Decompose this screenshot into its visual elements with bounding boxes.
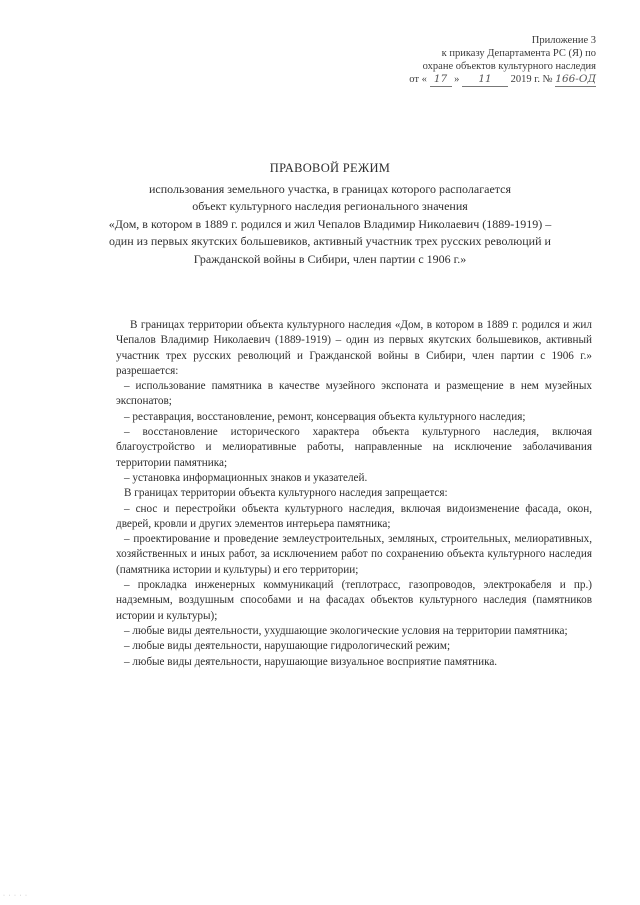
scan-corner-marks: · · · · · [3,893,28,899]
annex-date-prefix: от « [409,74,427,85]
annex-date-day: 17 [430,73,452,87]
allowed-item: – восстановление исторического характера объекта культурного наследия, включая благоустройство и мелиоративные работы, направленные на исключение заболачивания территории памятника; [116,426,592,469]
allowed-item: – реставрация, восстановление, ремонт, консервация объекта культурного наследия; [124,410,526,423]
forbidden-intro: В границах территории объекта культурного наследия запрещается: [124,487,448,500]
title-line-4: один из первых якутских большевиков, активный участник трех русских революций и [109,234,551,248]
document-title-block [70,160,590,268]
allowed-item: – установка информационных знаков и указателей. [124,471,368,484]
title-line-3: «Дом, в котором в 1889 г. родился и жил Чепалов Владимир Николаевич (1889-1919) – [108,216,552,231]
annex-line-3: охране объектов культурного наследия [422,61,596,72]
forbidden-item: – проектирование и проведение землеустроительных, земляных, строительных, мелиоративных, хозяйственных и иных работ, за исключением работ по сохранению объекта культурного наследия (памятника истории и культуры) и его территории; [116,533,592,576]
forbidden-item: – любые виды деятельности, ухудшающие экологические условия на территории памятника; [124,624,568,637]
intro-paragraph: В границах территории объекта культурного наследия «Дом, в котором в 1889 г. родился и жил Чепалов Владимир Николаевич (1889-1919) – один из первых якутских большевиков, активный участник трех русских революций и Гражданской войны в Сибири, член партии с 1906 г.» разрешается: [116,319,592,377]
annex-order-number: 166-ОД [555,73,596,85]
annex-date-month: 11 [462,73,508,87]
annex-date-year: 2019 г. № [510,74,553,85]
forbidden-item: – прокладка инженерных коммуникаций (теплотрасс, газопроводов, электрокабеля и пр.) надземным, воздушным способами и на фасадах объектов культурного наследия (памятников истории и культуры); [116,579,592,622]
annex-date-mid: » [454,74,460,85]
document-title: ПРАВОВОЙ РЕЖИМ [269,161,391,175]
forbidden-item: – снос и перестройки объекта культурного наследия, включая видоизменение фасада, окон, дверей, кровли и других элементов интерьера памятника; [116,502,592,530]
title-line-1: использования земельного участка, в границах которого располагается [148,181,512,196]
title-line-2: объект культурного наследия регионального значения [192,199,468,213]
title-line-5: Гражданской войны в Сибири, член партии с 1906 г.» [193,251,467,266]
annex-header [356,34,596,87]
forbidden-item: – любые виды деятельности, нарушающие гидрологический режим; [124,640,451,653]
annex-line-1: Приложение 3 [531,35,596,46]
allowed-item: – использование памятника в качестве музейного экспоната и размещение в нем музейных экспонатов; [116,380,592,408]
annex-line-2: к приказу Департамента РС (Я) по [441,48,596,59]
annex-date-line [356,73,596,87]
document-body [116,318,592,670]
forbidden-item: – любые виды деятельности, нарушающие визуальное восприятие памятника. [124,655,498,668]
